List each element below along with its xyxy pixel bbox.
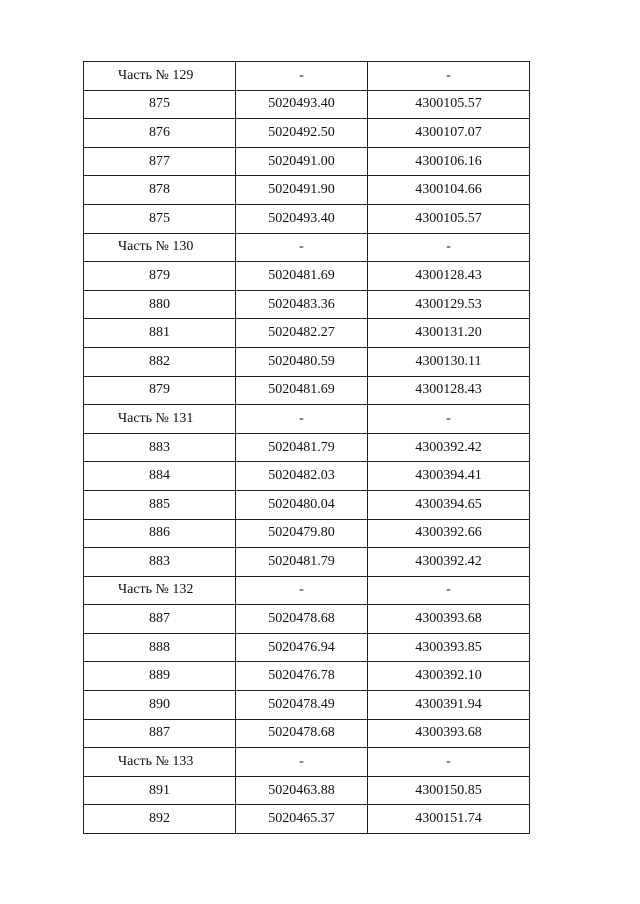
part-label: Часть № 130 xyxy=(84,233,236,262)
table-row xyxy=(84,548,530,577)
point-number: 875 xyxy=(84,90,236,119)
part-header-row xyxy=(84,748,530,777)
y-coordinate: 4300105.57 xyxy=(368,90,530,119)
point-number: 875 xyxy=(84,204,236,233)
point-number: 885 xyxy=(84,490,236,519)
y-coordinate: 4300131.20 xyxy=(368,319,530,348)
table-row xyxy=(84,147,530,176)
point-number: 876 xyxy=(84,119,236,148)
y-coordinate: 4300150.85 xyxy=(368,776,530,805)
point-number: 884 xyxy=(84,462,236,491)
point-number: 880 xyxy=(84,290,236,319)
y-coordinate: 4300392.66 xyxy=(368,519,530,548)
table-row xyxy=(84,776,530,805)
y-coordinate: - xyxy=(368,405,530,434)
y-coordinate: 4300130.11 xyxy=(368,347,530,376)
x-coordinate: 5020479.80 xyxy=(236,519,368,548)
table-row xyxy=(84,262,530,291)
y-coordinate: 4300394.41 xyxy=(368,462,530,491)
x-coordinate: 5020481.79 xyxy=(236,433,368,462)
table-row xyxy=(84,319,530,348)
x-coordinate: 5020478.68 xyxy=(236,719,368,748)
x-coordinate: 5020482.27 xyxy=(236,319,368,348)
table-row xyxy=(84,805,530,834)
part-label: Часть № 129 xyxy=(84,62,236,91)
point-number: 886 xyxy=(84,519,236,548)
x-coordinate: 5020480.04 xyxy=(236,490,368,519)
table-row xyxy=(84,519,530,548)
x-coordinate: 5020482.03 xyxy=(236,462,368,491)
x-coordinate: 5020465.37 xyxy=(236,805,368,834)
point-number: 877 xyxy=(84,147,236,176)
y-coordinate: 4300393.85 xyxy=(368,633,530,662)
table-row xyxy=(84,633,530,662)
table-row xyxy=(84,719,530,748)
y-coordinate: 4300106.16 xyxy=(368,147,530,176)
y-coordinate: 4300394.65 xyxy=(368,490,530,519)
table-row xyxy=(84,204,530,233)
point-number: 883 xyxy=(84,548,236,577)
coordinates-table xyxy=(83,61,530,834)
point-number: 879 xyxy=(84,262,236,291)
table-row xyxy=(84,433,530,462)
coordinates-table-body xyxy=(84,62,530,834)
point-number: 882 xyxy=(84,347,236,376)
x-coordinate: 5020493.40 xyxy=(236,204,368,233)
x-coordinate: 5020476.94 xyxy=(236,633,368,662)
x-coordinate: 5020483.36 xyxy=(236,290,368,319)
x-coordinate: 5020481.69 xyxy=(236,262,368,291)
x-coordinate: 5020493.40 xyxy=(236,90,368,119)
table-row xyxy=(84,290,530,319)
y-coordinate: 4300105.57 xyxy=(368,204,530,233)
point-number: 888 xyxy=(84,633,236,662)
x-coordinate: 5020478.68 xyxy=(236,605,368,634)
y-coordinate: - xyxy=(368,62,530,91)
x-coordinate: - xyxy=(236,748,368,777)
x-coordinate: 5020491.00 xyxy=(236,147,368,176)
part-label: Часть № 132 xyxy=(84,576,236,605)
x-coordinate: 5020463.88 xyxy=(236,776,368,805)
table-row xyxy=(84,376,530,405)
table-row xyxy=(84,490,530,519)
table-row xyxy=(84,347,530,376)
part-label: Часть № 131 xyxy=(84,405,236,434)
y-coordinate: - xyxy=(368,233,530,262)
point-number: 890 xyxy=(84,691,236,720)
y-coordinate: - xyxy=(368,576,530,605)
table-row xyxy=(84,605,530,634)
table-row xyxy=(84,691,530,720)
point-number: 887 xyxy=(84,719,236,748)
table-row xyxy=(84,90,530,119)
y-coordinate: 4300151.74 xyxy=(368,805,530,834)
point-number: 889 xyxy=(84,662,236,691)
y-coordinate: 4300104.66 xyxy=(368,176,530,205)
y-coordinate: 4300391.94 xyxy=(368,691,530,720)
y-coordinate: 4300128.43 xyxy=(368,262,530,291)
table-row xyxy=(84,119,530,148)
x-coordinate: 5020476.78 xyxy=(236,662,368,691)
part-header-row xyxy=(84,233,530,262)
part-header-row xyxy=(84,62,530,91)
part-header-row xyxy=(84,405,530,434)
x-coordinate: - xyxy=(236,405,368,434)
point-number: 881 xyxy=(84,319,236,348)
y-coordinate: 4300393.68 xyxy=(368,719,530,748)
y-coordinate: 4300129.53 xyxy=(368,290,530,319)
y-coordinate: 4300392.42 xyxy=(368,433,530,462)
point-number: 878 xyxy=(84,176,236,205)
table-row xyxy=(84,462,530,491)
part-header-row xyxy=(84,576,530,605)
part-label: Часть № 133 xyxy=(84,748,236,777)
x-coordinate: 5020492.50 xyxy=(236,119,368,148)
table-row xyxy=(84,662,530,691)
y-coordinate: - xyxy=(368,748,530,777)
x-coordinate: - xyxy=(236,576,368,605)
x-coordinate: - xyxy=(236,62,368,91)
x-coordinate: 5020480.59 xyxy=(236,347,368,376)
y-coordinate: 4300107.07 xyxy=(368,119,530,148)
point-number: 887 xyxy=(84,605,236,634)
point-number: 879 xyxy=(84,376,236,405)
x-coordinate: 5020481.79 xyxy=(236,548,368,577)
y-coordinate: 4300392.10 xyxy=(368,662,530,691)
point-number: 891 xyxy=(84,776,236,805)
y-coordinate: 4300392.42 xyxy=(368,548,530,577)
y-coordinate: 4300393.68 xyxy=(368,605,530,634)
point-number: 883 xyxy=(84,433,236,462)
y-coordinate: 4300128.43 xyxy=(368,376,530,405)
x-coordinate: 5020481.69 xyxy=(236,376,368,405)
table-row xyxy=(84,176,530,205)
x-coordinate: 5020478.49 xyxy=(236,691,368,720)
x-coordinate: - xyxy=(236,233,368,262)
point-number: 892 xyxy=(84,805,236,834)
x-coordinate: 5020491.90 xyxy=(236,176,368,205)
